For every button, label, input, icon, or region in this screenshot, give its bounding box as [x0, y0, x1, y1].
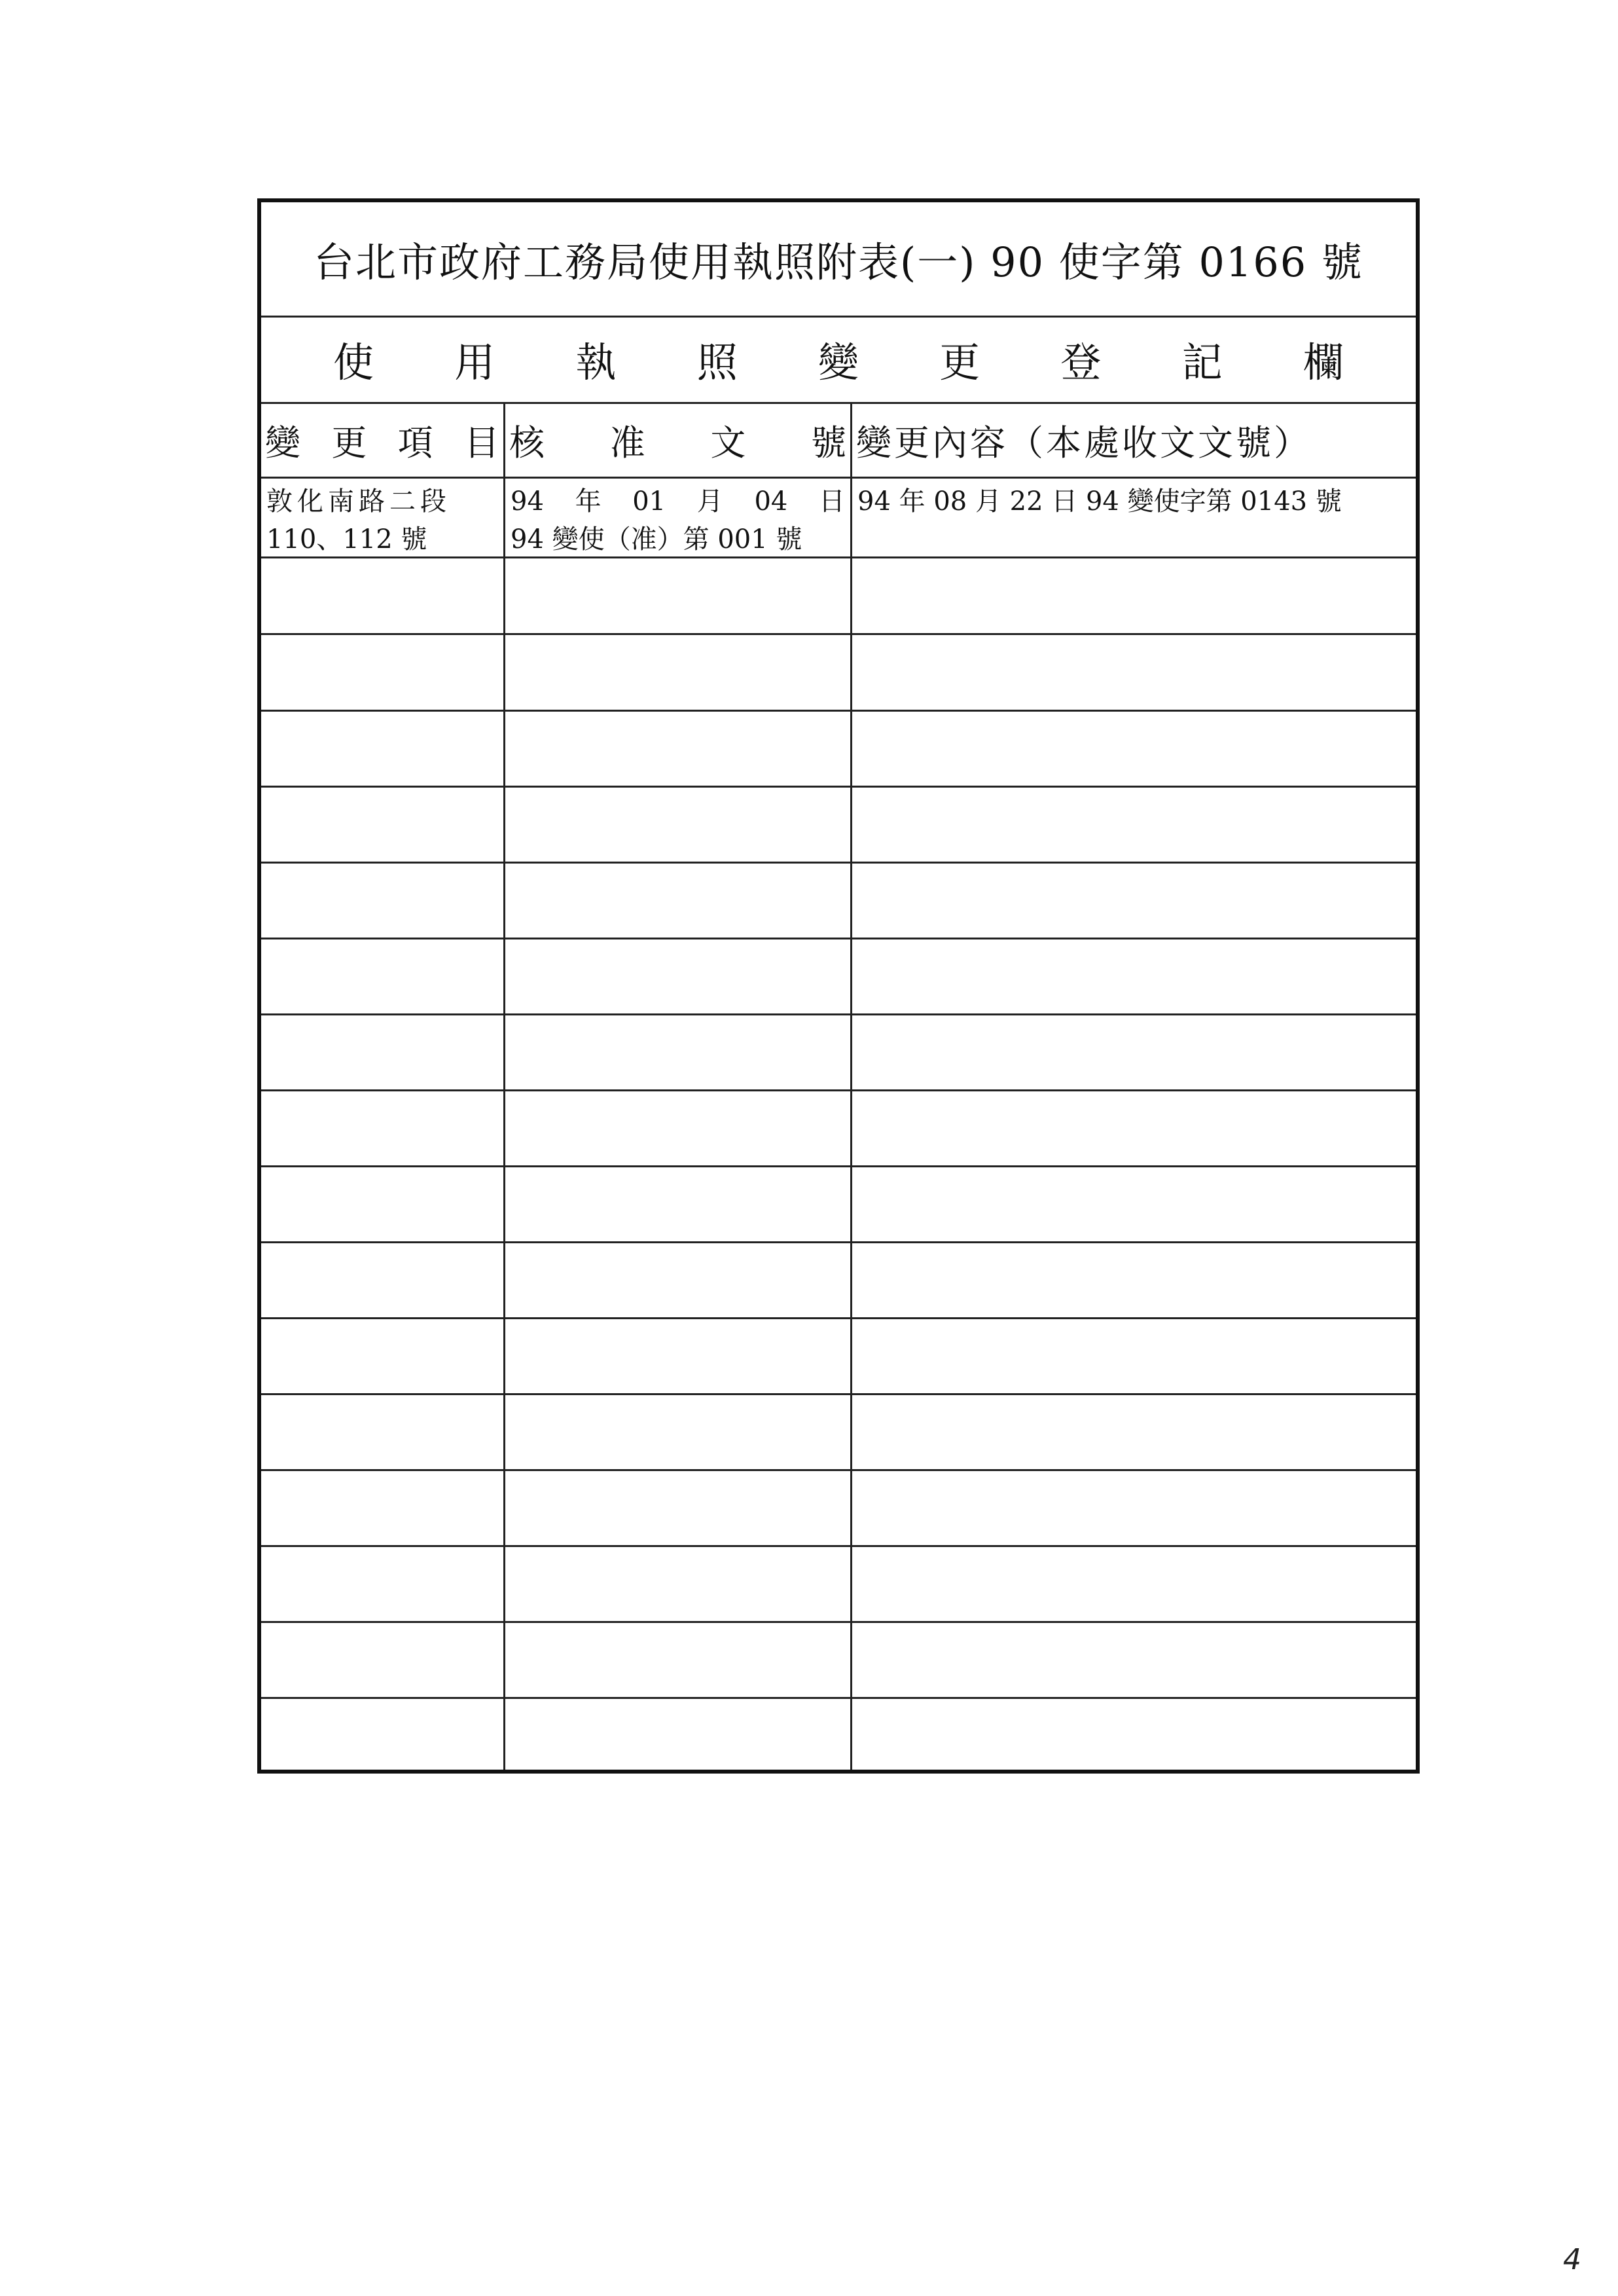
cell-approval-number [505, 479, 850, 556]
form-title [261, 202, 1416, 318]
approval-date-part: 月 [696, 486, 723, 517]
content-line: 94 年 08 月 22 日 94 變使字第 0143 號 [857, 486, 1342, 517]
cell-change-content [852, 479, 1420, 556]
heading-char: 欄 [1303, 338, 1344, 386]
header-char: 核 [509, 422, 545, 464]
heading-char: 登 [1060, 338, 1102, 386]
change-table [261, 404, 1416, 1770]
empty-table-row [261, 1243, 1416, 1319]
page-number-mark: 4 [1563, 2243, 1581, 2276]
empty-table-row [261, 1471, 1416, 1547]
approval-date-part: 01 [632, 486, 666, 517]
empty-table-row [261, 1167, 1416, 1243]
approval-date-part: 04 [754, 486, 788, 517]
license-attachment-form [257, 198, 1420, 1774]
empty-table-row [261, 1699, 1416, 1774]
approval-date-part: 94 [511, 486, 544, 517]
header-char: 目 [463, 422, 499, 464]
heading-char: 變 [818, 338, 859, 386]
change-registration-heading [261, 316, 1416, 404]
empty-table-row [261, 558, 1416, 635]
approval-date-line [511, 483, 845, 520]
table-row [261, 479, 1416, 558]
header-text: 變更內容（本處收文文號） [856, 422, 1312, 464]
heading-char: 更 [939, 338, 980, 386]
empty-table-row [261, 1547, 1416, 1623]
header-char: 變 [265, 422, 300, 464]
header-char: 更 [331, 422, 367, 464]
header-change-item [261, 404, 503, 477]
approval-date-part: 年 [575, 486, 602, 517]
empty-table-row [261, 1319, 1416, 1395]
empty-table-row [261, 712, 1416, 788]
cell-change-item [261, 479, 503, 556]
heading-char: 照 [696, 338, 738, 386]
item-line: 110、112 號 [266, 524, 427, 555]
header-approval-number [505, 404, 850, 477]
item-line: 敦化南路二段 [266, 486, 451, 517]
header-char: 准 [609, 422, 645, 464]
empty-table-row [261, 864, 1416, 939]
header-char: 文 [710, 422, 746, 464]
header-char: 號 [810, 422, 846, 464]
empty-table-row [261, 1015, 1416, 1091]
approval-number-line: 94 變使（准）第 001 號 [511, 524, 802, 555]
empty-table-row [261, 1091, 1416, 1167]
header-change-content [852, 404, 1420, 477]
empty-table-row [261, 939, 1416, 1015]
empty-table-row [261, 635, 1416, 712]
heading-char: 使 [333, 338, 374, 386]
empty-table-row [261, 1623, 1416, 1699]
form-title-text: 台北市政府工務局使用執照附表(一) 90 使字第 0166 號 [314, 238, 1363, 286]
table-header-row [261, 404, 1416, 479]
heading-char: 用 [454, 338, 495, 386]
heading-char: 執 [575, 338, 617, 386]
heading-char: 記 [1181, 338, 1223, 386]
empty-table-row [261, 788, 1416, 864]
approval-date-part: 日 [819, 486, 845, 517]
empty-table-row [261, 1395, 1416, 1471]
header-char: 項 [397, 422, 433, 464]
